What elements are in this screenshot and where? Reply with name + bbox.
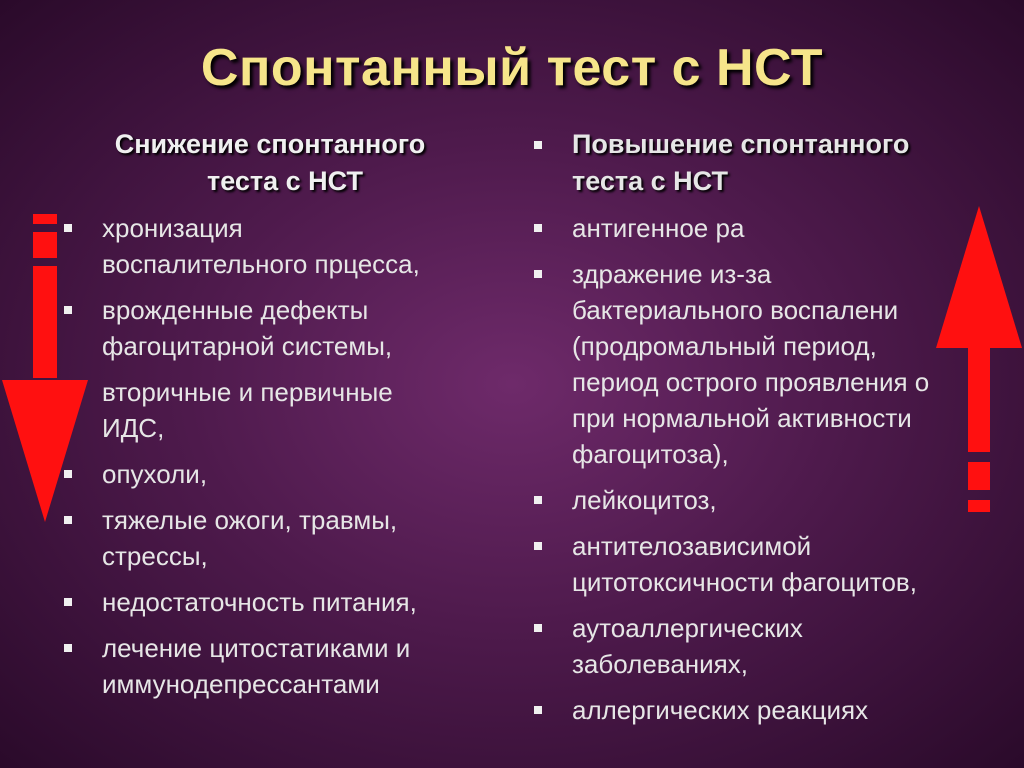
left-list-item <box>60 210 500 282</box>
right-list-item-line: (продромальный период, <box>572 331 877 361</box>
red-down-arrow-icon <box>0 210 92 530</box>
left-list-item-line: иммунодепрессантами <box>102 669 380 699</box>
bullet-icon <box>534 270 542 278</box>
left-list-item-line: опухоли, <box>102 459 208 489</box>
left-list-item-line: стрессы, <box>102 541 208 571</box>
bullet-icon <box>534 141 542 149</box>
left-list-item-line: тяжелые ожоги, травмы, <box>102 505 398 535</box>
left-list-item-line: хронизация <box>102 213 243 243</box>
left-list-item-line: ИДС, <box>102 413 165 443</box>
left-list-item-line: фагоцитарной системы, <box>102 331 393 361</box>
left-list <box>60 210 500 712</box>
right-list-item-line: цитотоксичности фагоцитов, <box>572 567 917 597</box>
bullet-icon <box>64 644 72 652</box>
left-list-item-line: воспалительного прцесса, <box>102 249 420 279</box>
bullet-icon <box>64 598 72 606</box>
right-list-item <box>530 210 1000 246</box>
right-list <box>530 210 1000 738</box>
right-heading <box>530 126 1000 200</box>
left-list-item-line: недостаточность питания, <box>102 587 417 617</box>
right-list-item-line: антителозависимой <box>572 531 812 561</box>
left-list-item <box>60 630 500 702</box>
left-list-item <box>60 292 500 364</box>
red-up-arrow-icon <box>934 204 1024 520</box>
bullet-icon <box>534 496 542 504</box>
left-list-item <box>60 374 500 446</box>
left-list-item-line: врожденные дефекты <box>102 295 369 325</box>
right-list-item-line: аутоаллергических <box>572 613 803 643</box>
right-list-item <box>530 610 1000 682</box>
left-heading-line1: Снижение спонтанного <box>114 129 426 159</box>
bullet-icon <box>534 542 542 550</box>
left-heading <box>60 126 480 200</box>
left-list-item <box>60 502 500 574</box>
right-list-item-line: здражение из-за <box>572 259 772 289</box>
right-list-item-line: заболеваниях, <box>572 649 748 679</box>
right-list-item-line: при нормальной активности <box>572 403 912 433</box>
bullet-icon <box>534 624 542 632</box>
right-list-item-line: бактериального воспалени <box>572 295 899 325</box>
right-list-item-line: аллергических реакциях <box>572 695 869 725</box>
bullet-icon <box>534 706 542 714</box>
left-list-item <box>60 456 500 492</box>
left-list-item-line: лечение цитостатиками и <box>102 633 411 663</box>
right-list-item <box>530 528 1000 600</box>
right-column <box>530 126 1000 738</box>
right-list-item <box>530 692 1000 728</box>
right-list-item-line: антигенное ра <box>572 213 745 243</box>
left-list-item <box>60 584 500 620</box>
right-list-item-line: фагоцитоза), <box>572 439 729 469</box>
right-list-item <box>530 482 1000 518</box>
right-list-item-line: лейкоцитоз, <box>572 485 717 515</box>
left-heading-line2: теста с НСТ <box>207 166 363 196</box>
right-heading-line1: Повышение спонтанного <box>572 129 910 159</box>
left-column <box>60 126 500 712</box>
page-title: Спонтанный тест с НСТ <box>200 39 824 97</box>
bullet-icon <box>534 224 542 232</box>
right-heading-line2: теста с НСТ <box>572 166 728 196</box>
right-list-item <box>530 256 1000 472</box>
left-list-item-line: вторичные и первичные <box>102 377 393 407</box>
right-list-item-line: период острого проявления о <box>572 367 930 397</box>
